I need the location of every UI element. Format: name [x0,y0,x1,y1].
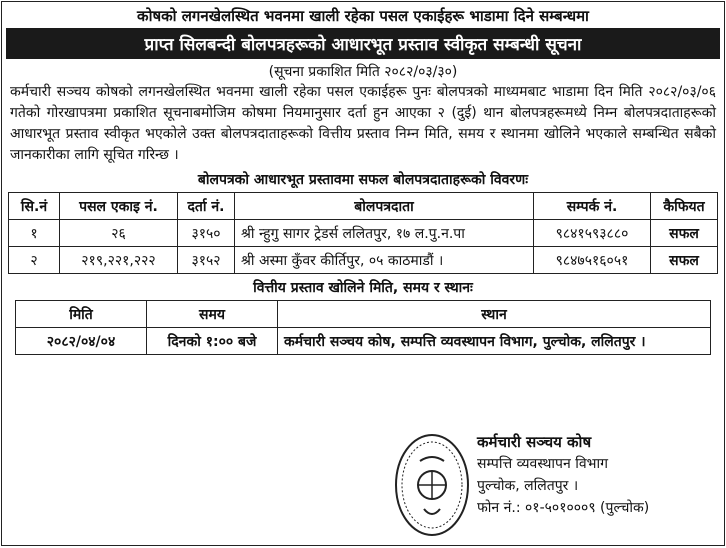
bids-table-title: बोलपत्रको आधारभूत प्रस्तावमा सफल बोलपत्रदाताहरूको विवरणः [197,172,529,188]
schedule-table-title: वित्तीय प्रस्ताव खोलिने मिति, समय र स्थानः [253,280,473,296]
bids-table [8,192,718,274]
cell-place: कर्मचारी सञ्चय कोष, सम्पत्ति व्यवस्थापन विभाग, पुल्चोक, ललितपुर । [278,328,711,355]
cell-sn: १ [9,220,60,247]
notice-paragraph: कर्मचारी सञ्चय कोषको लगनखेलस्थित भवनमा खाली रहेका पसल एकाईहरू पुनः बोलपत्रको माध्यमबाट भाडामा दिन मिति २०८२/०३/०६ गतेको गोरखापत्रमा प्रकाशित सूचनाबमोजिम कोषमा नियमानुसार दर्ता हुन आएका २ (दुई) थान बोलपत्रहरूमध्ये निम्न बोलपत्रदाताहरूको आधारभूत प्रस्ताव स्वीकृत भएकोले उक्त बोलपत्रदाताहरूको वित्तीय प्रस्ताव निम्न मिति, समय र स्थानमा खोलिने भएकाले सम्बन्धित सबैको जानकारीका लागि सूचित गरिन्छ । [10,84,716,163]
table-row [16,328,711,355]
signature-address: पुल्चोक, ललितपुर । [477,478,579,494]
col-sn: सि.नं [9,193,60,220]
cell-remarks: सफल [651,247,718,274]
schedule-table [15,300,711,355]
cell-bidder: श्री न्हुगु सागर ट्रेडर्स ललितपुर, १७ ल.पु.न.पा [235,220,534,247]
col-place: स्थान [278,301,711,328]
cell-reg-no: ३१५२ [178,247,235,274]
col-remarks: कैफियत [651,193,718,220]
notice-banner: प्राप्त सिलबन्दी बोलपत्रहरूको आधारभूत प्रस्ताव स्वीकृत सम्बन्धी सूचना [6,28,720,59]
col-time: समय [147,301,278,328]
cell-contact: ९८४१५९३८८० [534,220,651,247]
signature-phone: फोन नं.: ०१-५०१०००९ (पुल्चोक) [477,500,650,516]
signature-org: कर्मचारी सञ्चय कोष [477,433,592,451]
signature-text [477,431,649,519]
cell-shop-unit: २१९,२२१,२२२ [60,247,178,274]
cell-date: २०८२/०४/०४ [16,328,147,355]
signature-block [2,427,724,545]
cell-contact: ९८४७५१६०५१ [534,247,651,274]
cell-bidder: श्री अस्मा कुँवर कीर्तिपुर, ०५ काठमाडौं । [235,247,534,274]
table-row [9,220,718,247]
notice-heading: कोषको लगनखेलस्थित भवनमा खाली रहेका पसल एकाईहरू भाडामा दिने सम्बन्धमा [137,7,589,25]
col-bidder: बोलपत्रदाता [235,193,534,220]
cell-sn: २ [9,247,60,274]
col-contact: सम्पर्क नं. [534,193,651,220]
schedule-header-row [16,301,711,328]
bids-table-header-row [9,193,718,220]
signature-dept: सम्पत्ति व्यवस्थापन विभाग [477,456,608,472]
col-date: मिति [16,301,147,328]
col-reg-no: दर्ता नं. [178,193,235,220]
cell-reg-no: ३१५० [178,220,235,247]
col-shop-unit: पसल एकाइ नं. [60,193,178,220]
cell-remarks: सफल [651,220,718,247]
cell-shop-unit: २६ [60,220,178,247]
notice-page [1,1,725,546]
publish-date: (सूचना प्रकाशित मिति २०८२/०३/३०) [268,64,458,80]
cell-time: दिनको १:०० बजे [147,328,278,355]
table-row [9,247,718,274]
seal-logo-icon [394,433,470,537]
